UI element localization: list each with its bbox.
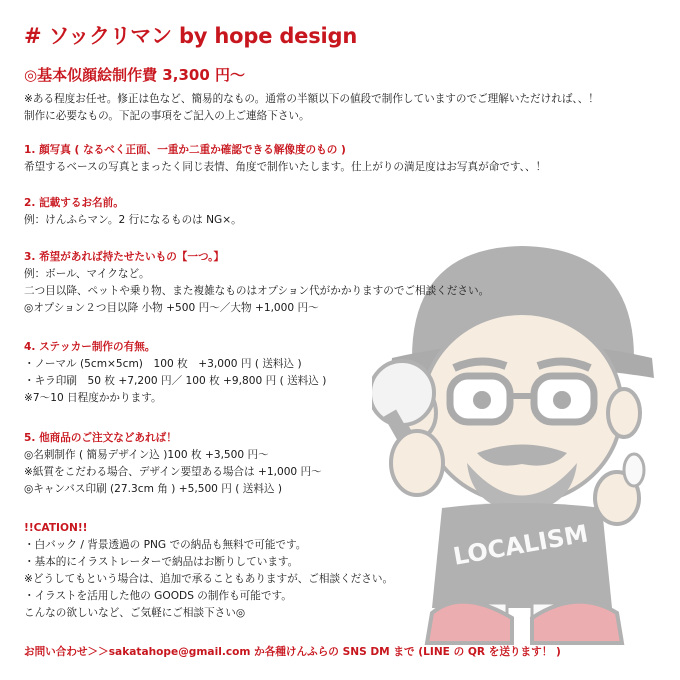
section-title: 4. ステッカー制作の有無。 <box>24 341 156 353</box>
section-line: ※紙質をこだわる場合、デザイン要望ある場合は +1,000 円〜 <box>24 466 322 478</box>
section-title: 1. 顔写真 ( なるべく正面、一重か二重か確認できる解像度のもの ) <box>24 144 346 156</box>
page-title: # ソックリマン by hope design <box>24 24 358 48</box>
base-price-heading: ◎基本似顔絵制作費 3,300 円〜 <box>24 66 245 84</box>
section-title: 3. 希望があれば持たせたいもの【一つ。】 <box>24 251 225 263</box>
section-line: ・イラストを活用した他の GOODS の制作も可能です。 <box>24 590 292 602</box>
section-caution <box>24 520 674 622</box>
section-line: ・キラ印刷 50 枚 +7,200 円／ 100 枚 +9,800 円 ( 送料込 ) <box>24 375 327 387</box>
section-sticker <box>24 339 674 407</box>
section-title: 2. 記載するお名前。 <box>24 197 124 209</box>
intro-line: 制作に必要なもの。下記の事項をご記入の上ご連絡下さい。 <box>24 110 310 122</box>
intro-line: ※ある程度お任せ。修正は色など、簡易的なもの。通常の半額以下の値段で制作していますのでご理解いただければ、、！ <box>24 93 599 105</box>
section-line: ・基本的にイラストレーターで納品はお断りしています。 <box>24 556 299 568</box>
section-name <box>24 195 674 229</box>
section-line: ◎名刺制作 ( 簡易デザイン込 )100 枚 +3,500 円〜 <box>24 449 269 461</box>
section-line: ※7〜10 日程度かかります。 <box>24 392 162 404</box>
section-line: ◎オプション２つ目以降 小物 +500 円〜／大物 +1,000 円〜 <box>24 302 319 314</box>
section-line: ◎キャンバス印刷 (27.3cm 角 ) +5,500 円 ( 送料込 ) <box>24 483 283 495</box>
section-face-photo <box>24 142 674 176</box>
section-line: 希望するベースの写真とまったく同じ表情、角度で制作いたします。仕上がりの満足度はお写真が命です、、！ <box>24 161 547 173</box>
section-title: !!CATION!! <box>24 522 88 534</box>
mascot-shirt-text: LOCALISM <box>451 519 591 571</box>
contact-line: お問い合わせ＞＞sakatahope@gmail.com か各種けんふらの SNS DM まで (LINE の QR を送ります！ ) <box>24 646 561 658</box>
intro-text <box>24 91 674 125</box>
section-line: こんなの欲しいなど、ご気軽にご相談下さい◎ <box>24 607 246 619</box>
section-line: ・ノーマル (5cm×5cm) 100 枚 +3,000 円 ( 送料込 ) <box>24 358 302 370</box>
section-line: ・白バック / 背景透過の PNG での納品も無料で可能です。 <box>24 539 307 551</box>
section-held-item <box>24 249 674 317</box>
section-title: 5. 他商品のご注文などあれば！ <box>24 432 177 444</box>
section-line: 二つ目以降、ペットや乗り物、また複雑なものはオプション代がかかりますのでご相談ください。 <box>24 285 490 297</box>
section-line: 例：けんふらマン。2 行になるものは NG×。 <box>24 214 242 226</box>
section-line: ※どうしてもという場合は、追加で承ることもありますが、ご相談ください。 <box>24 573 394 585</box>
section-other-products <box>24 430 674 498</box>
section-line: 例：ボール、マイクなど。 <box>24 268 150 280</box>
